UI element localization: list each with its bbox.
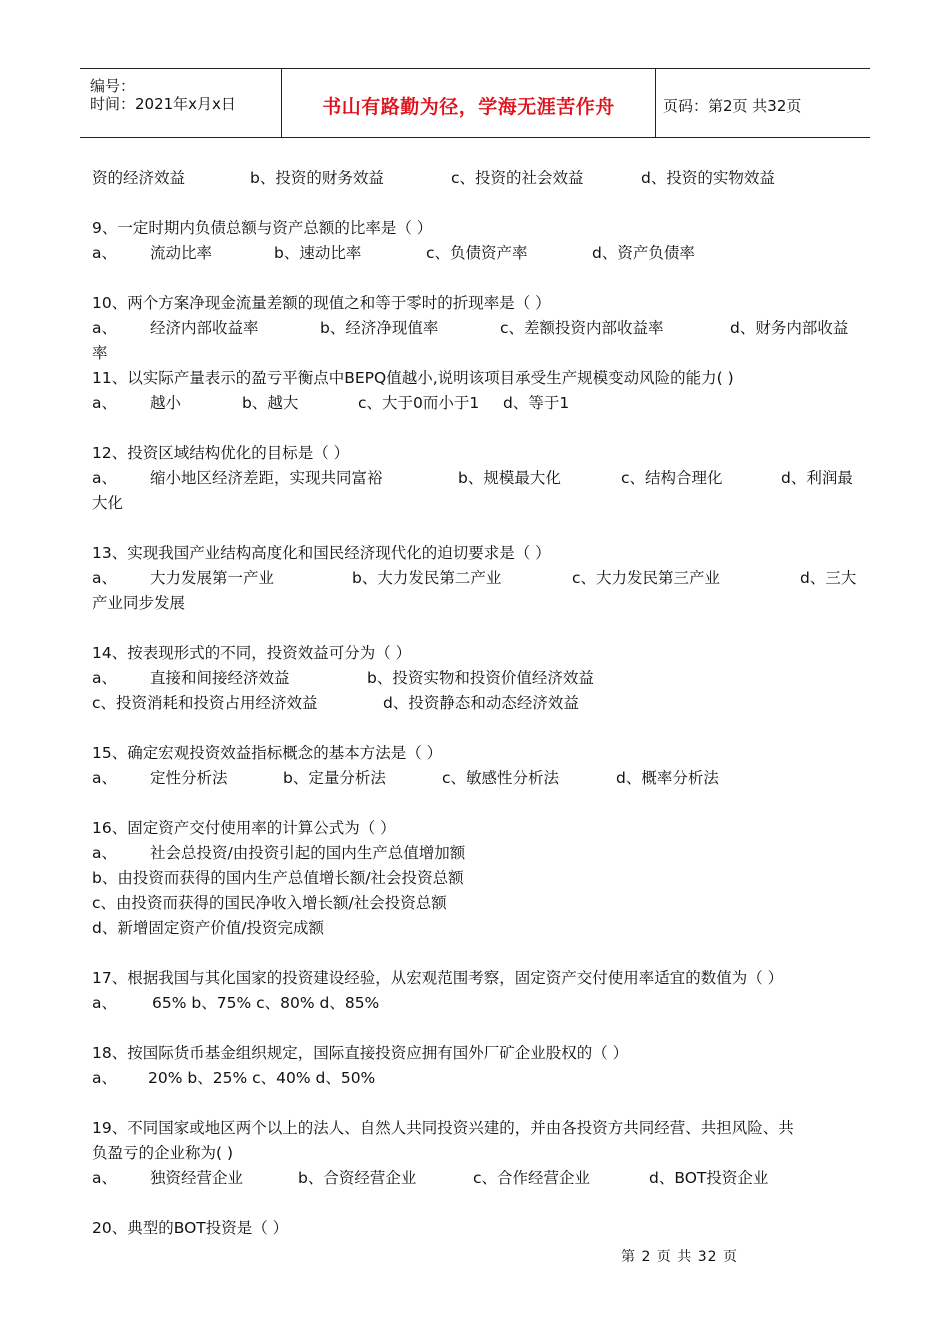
text-segment: 19、不同国家或地区两个以上的法人、自然人共同投资兴建的，并由各投资方共同经营、共担风险、共 <box>92 1119 794 1137</box>
header-motto-cell <box>281 69 656 137</box>
text-line <box>92 841 862 866</box>
text-segment: 越小 <box>150 394 182 412</box>
paragraph-gap <box>92 616 862 641</box>
text-segment: 定性分析法 <box>150 769 228 787</box>
text-segment: 直接和间接经济效益 <box>150 669 290 687</box>
date-label: 时间：2021年x月x日 <box>90 95 236 113</box>
text-segment: d、BOT投资企业 <box>649 1169 769 1187</box>
option-prefix: a、 <box>92 669 117 687</box>
text-line <box>92 816 862 841</box>
text-segment: 20、典型的BOT投资是（ ） <box>92 1219 289 1237</box>
text-segment: b、经济净现值率 <box>320 319 439 337</box>
text-line <box>92 216 862 241</box>
text-segment: d、投资的实物效益 <box>641 169 775 187</box>
paragraph-gap <box>92 941 862 966</box>
text-line <box>92 591 862 616</box>
text-segment: 18、按国际货币基金组织规定，国际直接投资应拥有国外厂矿企业股权的（ ） <box>92 1044 629 1062</box>
text-line <box>92 1041 862 1066</box>
text-segment: 13、实现我国产业结构高度化和国民经济现代化的迫切要求是（ ） <box>92 544 551 562</box>
text-segment: b、投资实物和投资价值经济效益 <box>367 669 594 687</box>
option-prefix: a、 <box>92 1169 117 1187</box>
document-header <box>80 68 870 138</box>
text-segment: b、大力发民第二产业 <box>352 569 502 587</box>
option-prefix: a、 <box>92 319 117 337</box>
text-segment: 大化 <box>92 494 124 512</box>
text-segment: d、资产负债率 <box>592 244 695 262</box>
text-line <box>92 666 862 691</box>
text-line <box>92 491 862 516</box>
header-page-cell <box>655 69 870 137</box>
text-line <box>92 466 862 491</box>
text-segment: d、利润最 <box>781 469 853 487</box>
text-segment: b、合资经营企业 <box>298 1169 417 1187</box>
paragraph-gap <box>92 191 862 216</box>
paragraph-gap <box>92 1091 862 1116</box>
text-segment: 11、以实际产量表示的盈亏平衡点中BEPQ值越小,说明该项目承受生产规模变动风险的能力( ) <box>92 369 734 387</box>
text-segment: 缩小地区经济差距，实现共同富裕 <box>150 469 383 487</box>
text-segment: d、概率分析法 <box>616 769 719 787</box>
text-segment: 14、按表现形式的不同，投资效益可分为（ ） <box>92 644 412 662</box>
option-prefix: a、 <box>92 769 117 787</box>
text-segment: c、合作经营企业 <box>473 1169 591 1187</box>
text-segment: 9、一定时期内负债总额与资产总额的比率是（ ） <box>92 219 433 237</box>
text-segment: c、大力发民第三产业 <box>572 569 721 587</box>
text-segment: 16、固定资产交付使用率的计算公式为（ ） <box>92 819 396 837</box>
text-line <box>92 741 862 766</box>
text-segment: b、由投资而获得的国内生产总值增长额/社会投资总额 <box>92 869 464 887</box>
text-segment: 产业同步发展 <box>92 594 186 612</box>
text-line <box>92 916 862 941</box>
text-line <box>92 1116 862 1141</box>
text-line <box>92 316 862 341</box>
number-label: 编号： <box>90 77 136 95</box>
text-line <box>92 341 862 366</box>
text-segment: c、差额投资内部收益率 <box>500 319 664 337</box>
text-segment: 大力发展第一产业 <box>150 569 275 587</box>
option-prefix: a、 <box>92 1069 117 1087</box>
paragraph-gap <box>92 416 862 441</box>
text-line <box>92 291 862 316</box>
motto: 书山有路勤为径，学海无涯苦作舟 <box>322 96 615 118</box>
text-line <box>92 241 862 266</box>
text-segment: 65% b、75% c、80% d、85% <box>152 994 380 1012</box>
text-line <box>92 166 862 191</box>
text-segment: c、由投资而获得的国民净收入增长额/社会投资总额 <box>92 894 447 912</box>
page-label: 页码：第2页 共32页 <box>663 97 802 115</box>
option-prefix: a、 <box>92 844 117 862</box>
text-segment: c、敏感性分析法 <box>442 769 560 787</box>
option-prefix: a、 <box>92 244 117 262</box>
text-line <box>92 391 862 416</box>
option-prefix: a、 <box>92 469 117 487</box>
text-segment: b、投资的财务效益 <box>250 169 384 187</box>
option-prefix: a、 <box>92 394 117 412</box>
paragraph-gap <box>92 516 862 541</box>
text-line <box>92 1141 862 1166</box>
text-line <box>92 891 862 916</box>
page-footer: 第 2 页 共 32 页 <box>621 1249 738 1265</box>
text-segment: 12、投资区域结构优化的目标是（ ） <box>92 444 350 462</box>
option-prefix: a、 <box>92 994 117 1012</box>
text-segment: 17、根据我国与其化国家的投资建设经验，从宏观范围考察，固定资产交付使用率适宜的数值为（ ） <box>92 969 784 987</box>
paragraph-gap <box>92 1191 862 1216</box>
text-line <box>92 966 862 991</box>
text-segment: 经济内部收益率 <box>150 319 259 337</box>
text-line <box>92 541 862 566</box>
text-segment: b、定量分析法 <box>283 769 386 787</box>
text-line <box>92 641 862 666</box>
text-line <box>92 566 862 591</box>
option-prefix: c、投资消耗和投资占用经济效益 <box>92 694 318 712</box>
text-segment: b、越大 <box>242 394 299 412</box>
text-segment: 流动比率 <box>150 244 213 262</box>
text-segment: d、投资静态和动态经济效益 <box>383 694 579 712</box>
text-line <box>92 441 862 466</box>
option-prefix: 资的经济效益 <box>92 169 186 187</box>
text-segment: d、三大 <box>800 569 857 587</box>
text-line <box>92 991 862 1016</box>
text-segment: c、负债资产率 <box>426 244 528 262</box>
text-segment: 15、确定宏观投资效益指标概念的基本方法是（ ） <box>92 744 443 762</box>
text-segment: d、等于1 <box>503 394 570 412</box>
text-segment: d、新增固定资产价值/投资完成额 <box>92 919 325 937</box>
text-line <box>92 1216 862 1241</box>
paragraph-gap <box>92 791 862 816</box>
text-segment: c、大于0而小于1 <box>358 394 480 412</box>
text-segment: 独资经营企业 <box>150 1169 244 1187</box>
text-line <box>92 366 862 391</box>
question-content <box>92 166 862 1241</box>
text-line <box>92 691 862 716</box>
text-segment: d、财务内部收益 <box>730 319 849 337</box>
text-line <box>92 766 862 791</box>
text-line <box>92 1166 862 1191</box>
text-line <box>92 1066 862 1091</box>
text-segment: 10、两个方案净现金流量差额的现值之和等于零时的折现率是（ ） <box>92 294 551 312</box>
text-segment: 社会总投资/由投资引起的国内生产总值增加额 <box>150 844 466 862</box>
text-segment: c、结构合理化 <box>621 469 723 487</box>
text-segment: b、规模最大化 <box>458 469 561 487</box>
header-meta-cell <box>80 69 280 137</box>
paragraph-gap <box>92 266 862 291</box>
text-line <box>92 866 862 891</box>
option-prefix: a、 <box>92 569 117 587</box>
text-segment: c、投资的社会效益 <box>451 169 584 187</box>
text-segment: 负盈亏的企业称为( ) <box>92 1144 234 1162</box>
text-segment: 20% b、25% c、40% d、50% <box>148 1069 376 1087</box>
paragraph-gap <box>92 1016 862 1041</box>
text-segment: 率 <box>92 344 108 362</box>
text-segment: b、速动比率 <box>274 244 362 262</box>
paragraph-gap <box>92 716 862 741</box>
